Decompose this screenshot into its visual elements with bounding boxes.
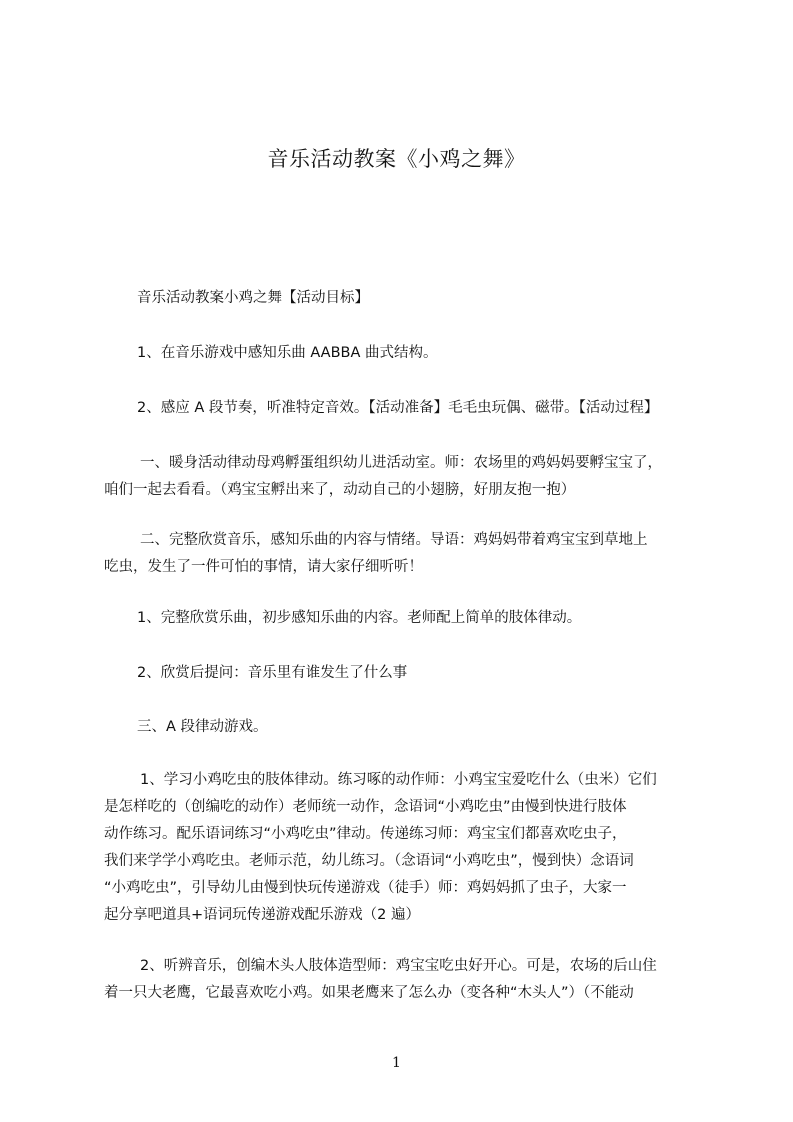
paragraph-line: 1、学习小鸡吃虫的肢体律动。练习啄的动作师：小鸡宝宝爱吃什么（虫米）它们 [140,772,657,788]
paragraph-line: 着一只大老鹰，它最喜欢吃小鸡。如果老鹰来了怎么办（变各种“木头人”）（不能动 [104,985,634,1001]
paragraph-section-3: 三、A 段律动游戏。 [137,719,268,735]
paragraph-line: 我们来学学小鸡吃虫。老师示范，幼儿练习。（念语词“小鸡吃虫”，慢到快）念语词 [104,853,634,869]
paragraph-wooden-man [104,953,724,1007]
paragraph-objective-1: 1、在音乐游戏中感知乐曲 AABBA 曲式结构。 [137,345,438,361]
page-number: 1 [392,1055,401,1071]
paragraph-line: 2、听辨音乐，创编木头人肢体造型师：鸡宝宝吃虫好开心。可是，农场的后山住 [140,958,657,974]
paragraph-line: “小鸡吃虫”，引导幼儿由慢到快玩传递游戏（徒手）师：鸡妈妈抓了虫子，大家一 [104,880,627,896]
paragraph-line: 一、暖身活动律动母鸡孵蛋组织幼儿进活动室。师：农场里的鸡妈妈要孵宝宝了， [140,455,662,471]
paragraph-step-2: 2、欣赏后提问：音乐里有谁发生了什么事 [137,665,408,681]
paragraph-chick-eating [104,767,724,929]
document-title: 音乐活动教案《小鸡之舞》 [267,147,526,171]
paragraph-line: 动作练习。配乐语词练习“小鸡吃虫”律动。传递练习师：鸡宝宝们都喜欢吃虫子， [104,826,627,842]
paragraph-line: 咱们一起去看看。（鸡宝宝孵出来了，动动自己的小翅膀，好朋友抱一抱） [104,482,576,498]
paragraph-line: 起分享吧道具+语词玩传递游戏配乐游戏（2 遍） [104,907,420,923]
paragraph-line: 二、完整欣赏音乐，感知乐曲的内容与情绪。导语：鸡妈妈带着鸡宝宝到草地上 [140,532,648,548]
paragraph-line: 吃虫，发生了一件可怕的事情，请大家仔细听听！ [104,559,423,575]
paragraph-line: 是怎样吃的（创编吃的动作）老师统一动作，念语词“小鸡吃虫”由慢到快进行肢体 [104,799,627,815]
paragraph-step-1: 1、完整欣赏乐曲，初步感知乐曲的内容。老师配上简单的肢体律动。 [137,610,582,626]
paragraph-objective-2: 2、感应 A 段节奏，听准特定音效。【活动准备】毛毛虫玩偶、磁带。【活动过程】 [137,400,659,416]
paragraph-objectives-heading: 音乐活动教案小鸡之舞【活动目标】 [137,290,369,306]
paragraph-warmup [104,450,724,504]
paragraph-appreciation [104,527,724,581]
